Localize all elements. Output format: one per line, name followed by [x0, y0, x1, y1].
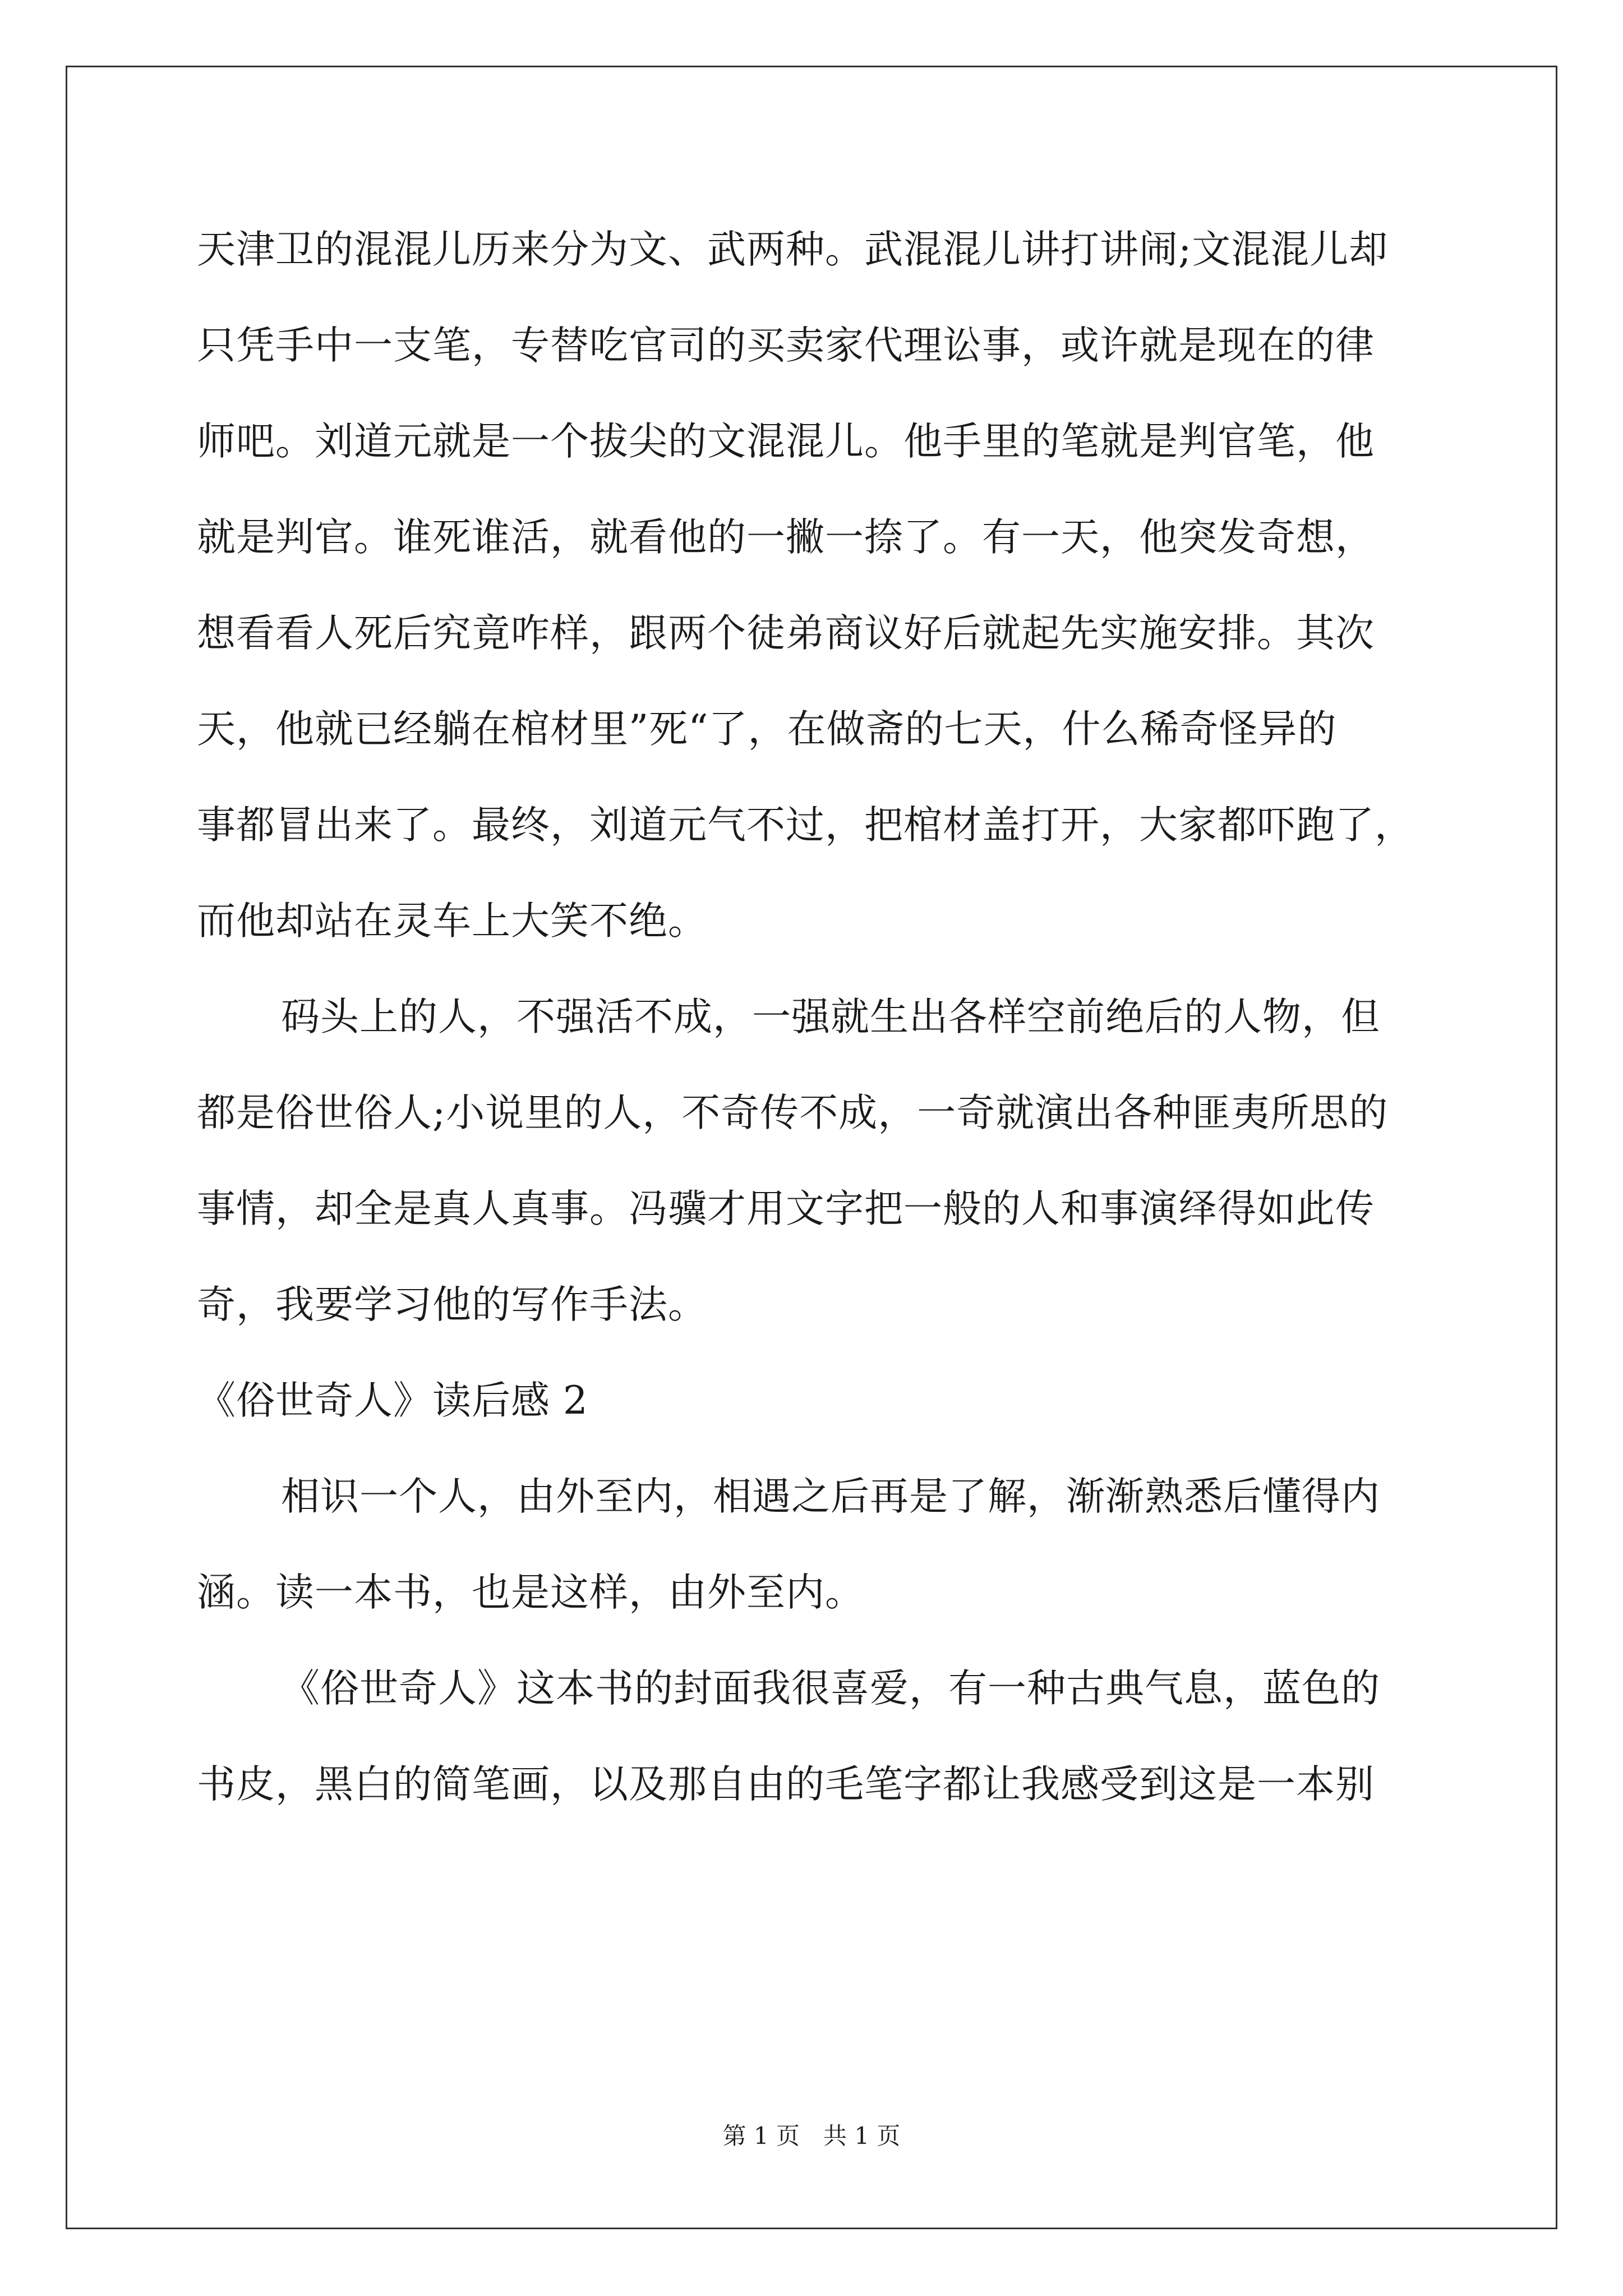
- page-footer: 第 1 页 共 1 页: [722, 2122, 901, 2150]
- text-line: 天津卫的混混儿历来分为文、武两种。武混混儿讲打讲闹;文混混儿却: [197, 227, 1389, 272]
- document-body: [197, 202, 1447, 1833]
- text-line: 奇，我要学习他的写作手法。: [197, 1282, 707, 1327]
- text-line: 书皮，黑白的简笔画，以及那自由的毛笔字都让我感受到这是一本别: [197, 1762, 1375, 1807]
- paragraph-start-line: 相识一个人，由外至内，相遇之后再是了解，渐渐熟悉后懂得内: [281, 1474, 1380, 1519]
- text-line: 而他却站在灵车上大笑不绝。: [197, 899, 707, 944]
- paragraph-start-line: 码头上的人，不强活不成，一强就生出各样空前绝后的人物，但: [281, 995, 1380, 1039]
- text-line: 都是俗世俗人;小说里的人，不奇传不成，一奇就演出各种匪夷所思的: [197, 1091, 1389, 1135]
- text-line: 师吧。刘道元就是一个拔尖的文混混儿。他手里的笔就是判官笔，他: [197, 419, 1375, 464]
- text-line: 只凭手中一支笔，专替吃官司的买卖家代理讼事，或许就是现在的律: [197, 323, 1375, 368]
- text-line: 事情，却全是真人真事。冯骥才用文字把一般的人和事演绎得如此传: [197, 1186, 1375, 1231]
- section-heading: 《俗世奇人》读后感 2: [197, 1378, 588, 1423]
- paragraph-start-line: 《俗世奇人》这本书的封面我很喜爱，有一种古典气息，蓝色的: [281, 1666, 1380, 1711]
- text-line: 想看看人死后究竟咋样，跟两个徒弟商议好后就起先实施安排。其次: [197, 611, 1375, 656]
- text-line: 就是判官。谁死谁活，就看他的一撇一捺了。有一天，他突发奇想，: [197, 515, 1375, 560]
- text-line: 涵。读一本书，也是这样，由外至内。: [197, 1570, 864, 1615]
- text-line: 事都冒出来了。最终，刘道元气不过，把棺材盖打开，大家都吓跑了，: [197, 803, 1414, 848]
- text-line: 天，他就已经躺在棺材里”死“了，在做斋的七天，什么稀奇怪异的: [197, 707, 1337, 752]
